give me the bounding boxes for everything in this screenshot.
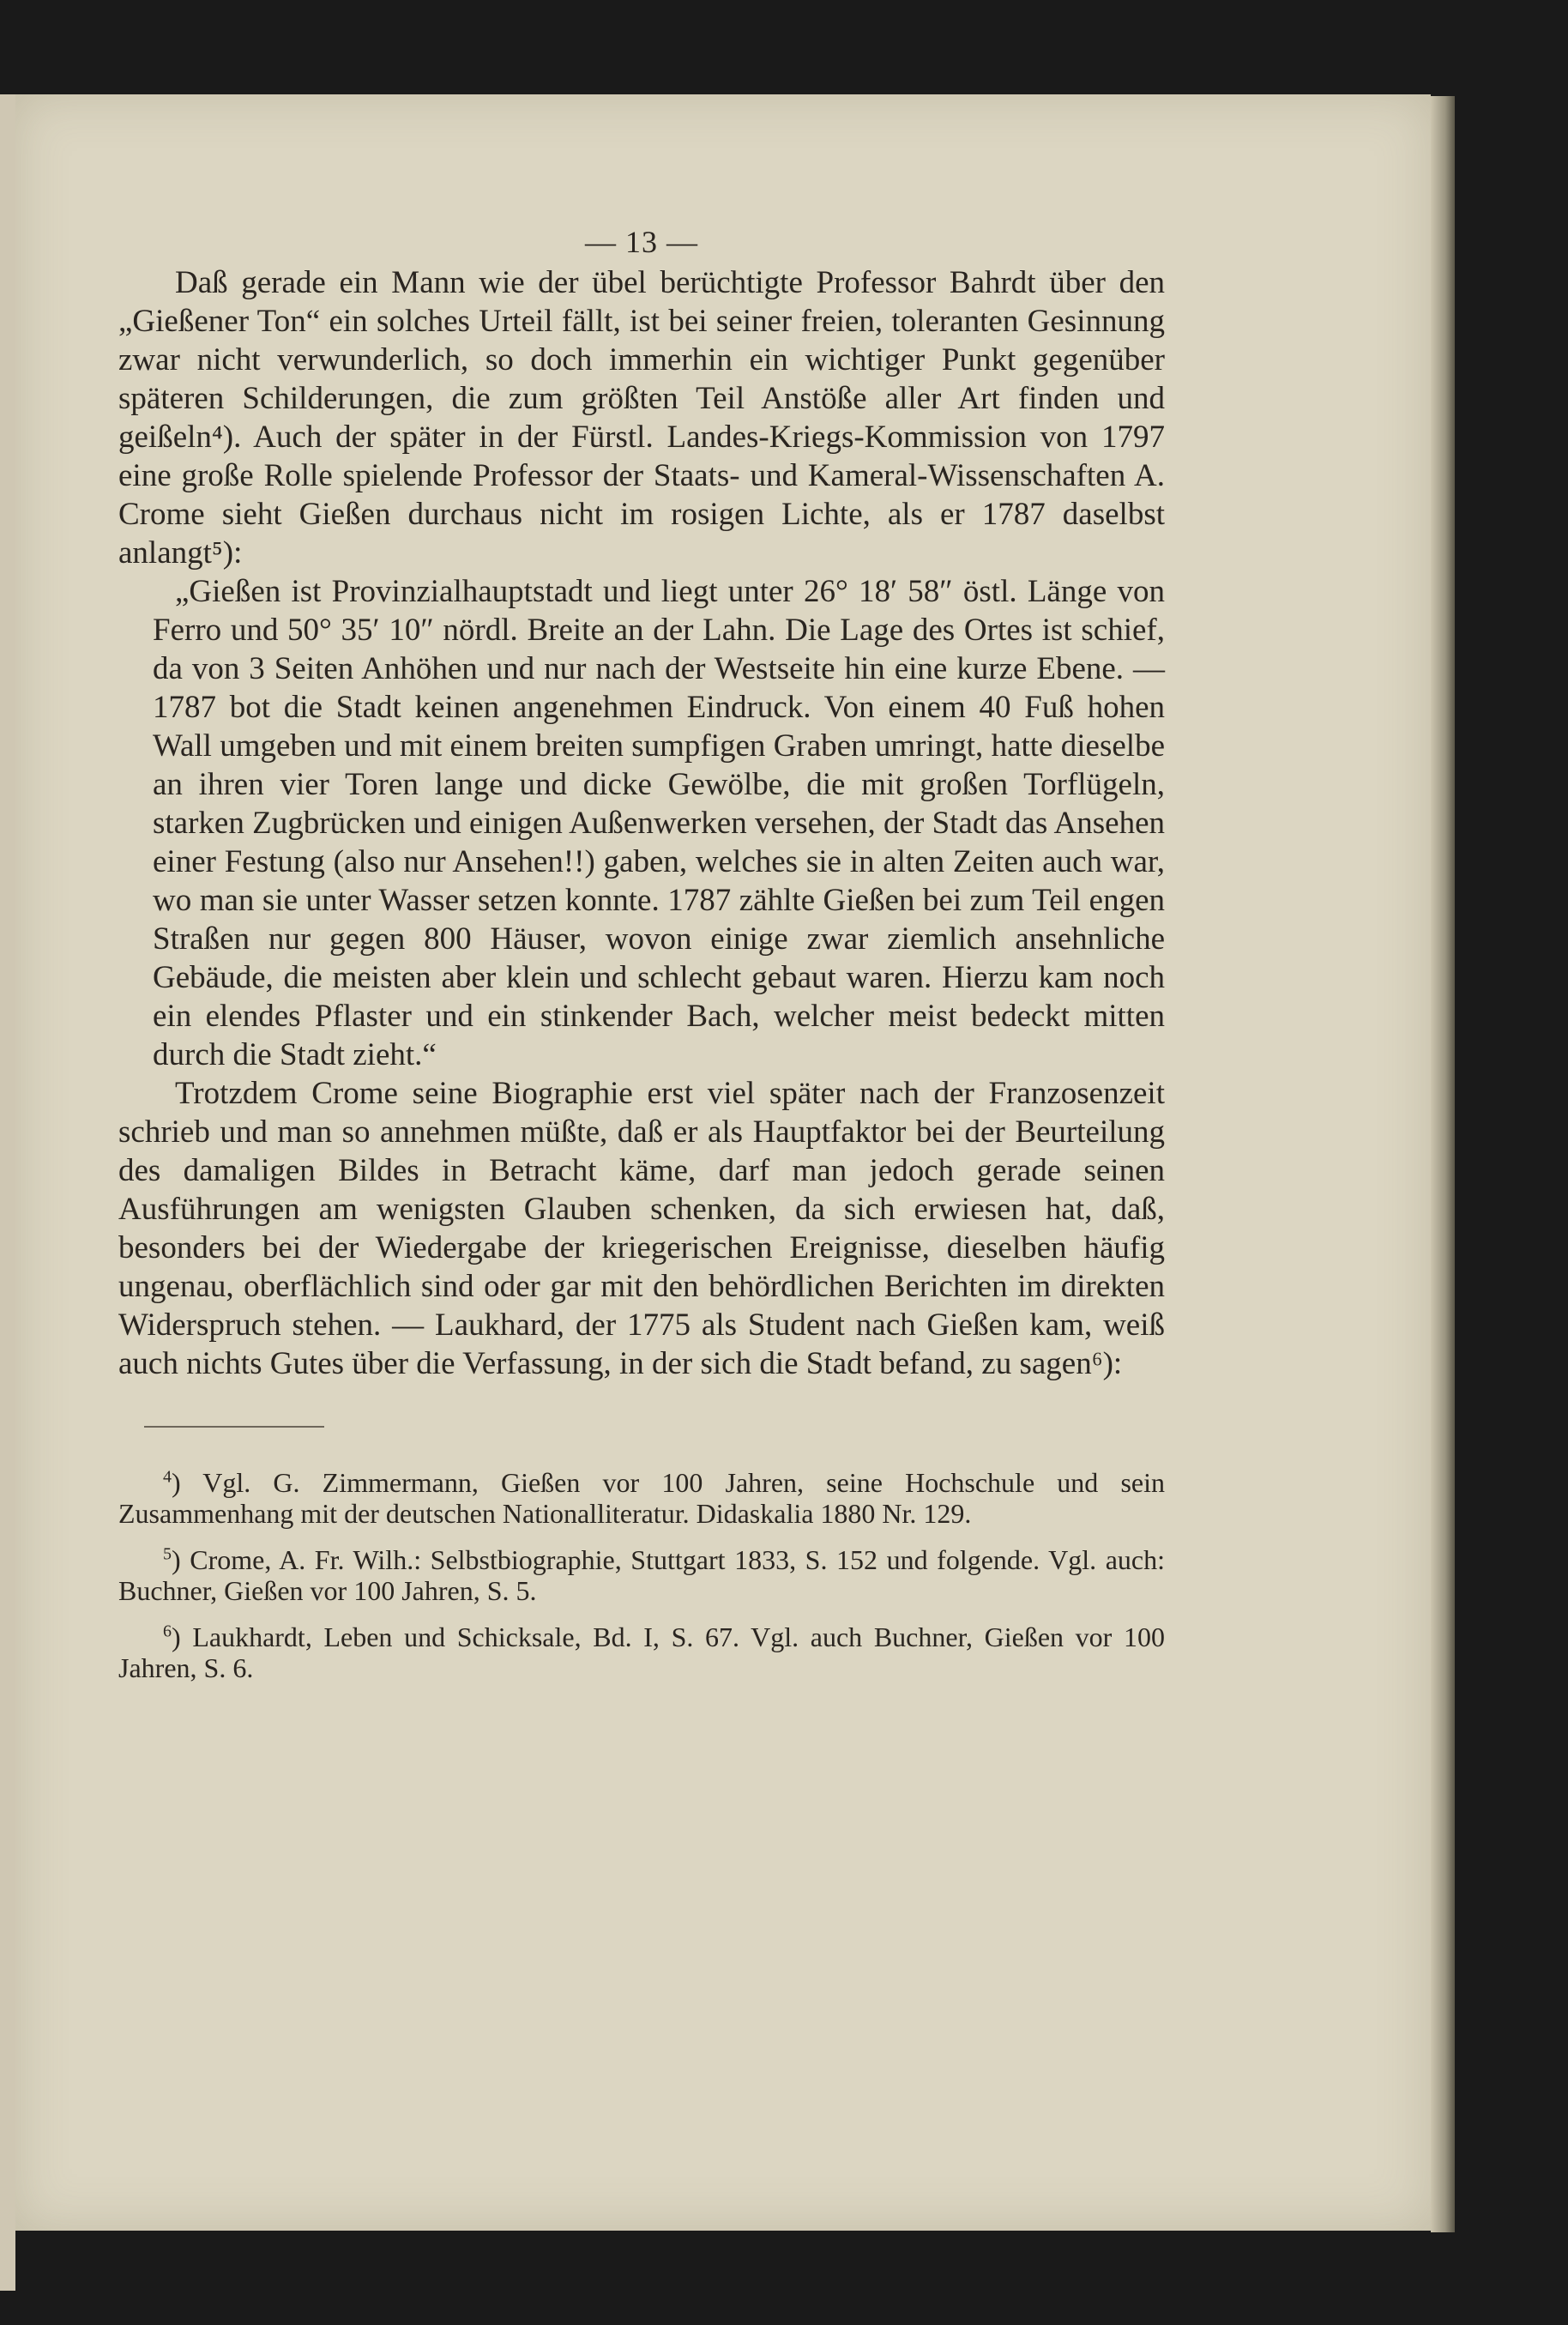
body-paragraph-2: Trotzdem Crome seine Biographie erst viel später nach der Franzosenzeit schrieb und man so annehmen müßte, daß er als Hauptfaktor bei der Beurteilung des damaligen Bildes in Betracht käme, darf man jedoch gerade seinen Ausführungen am wenigsten Glauben schenken, da sich erwiesen hat, daß, besonders bei der Wiedergabe der kriegerischen Ereignisse, dieselben häufig ungenau, oberflächlich sind oder gar mit den behördlichen Berichten im direkten Widerspruch stehen. — Laukhard, der 1775 als Student nach Gießen kam, weiß auch nichts Gutes über die Verfassung, in der sich die Stadt befand, zu sagen⁶):	[118, 1076, 1165, 1381]
footnote-text: ) Vgl. G. Zimmermann, Gießen vor 100 Jahren, seine Hochschule und sein Zusammenhang mit der deutschen Nationalliteratur. Didaskalia 1880 Nr. 129.	[118, 1467, 1165, 1529]
crome-quote: „Gießen ist Provinzialhauptstadt und liegt unter 26° 18′ 58″ östl. Länge von Ferro und 50° 35′ 10″ nördl. Breite an der Lahn. Die Lage des Ortes ist schief, da von 3 Seiten Anhöhen und nur nach der Westseite hin eine kurze Ebene. — 1787 bot die Stadt keinen angenehmen Eindruck. Von einem 40 Fuß hohen Wall umgeben und mit einem breiten sumpfigen Graben umringt, hatte dieselbe an ihren vier Toren lange und dicke Gewölbe, die mit großen Torflügeln, starken Zugbrücken und einigen Außenwerken versehen, der Stadt das Ansehen einer Festung (also nur Ansehen!!) gaben, welches sie in alten Zeiten auch war, wo man sie unter Wasser setzen konnte. 1787 zählte Gießen bei zum Teil engen Straßen nur gegen 800 Häuser, wovon einige zwar ziemlich ansehnliche Gebäude, die meisten aber klein und schlecht gebaut waren. Hierzu kam noch ein elendes Pflaster und ein stinkender Bach, welcher meist bedeckt mitten durch die Stadt zieht.“	[153, 574, 1165, 1072]
footnote-4	[118, 1467, 1165, 1529]
page-number: — 13 —	[585, 225, 698, 259]
footnote-text: ) Laukhardt, Leben und Schicksale, Bd. I, S. 67. Vgl. auch Buchner, Gießen vor 100 Jahren, S. 6.	[118, 1621, 1165, 1683]
footnote-mark: 6	[163, 1621, 172, 1641]
page-edge-shadow	[1431, 96, 1455, 2232]
footnote-5	[118, 1544, 1165, 1606]
facing-page-edge	[0, 94, 15, 2291]
book-page	[15, 94, 1431, 2231]
footnote-text: ) Crome, A. Fr. Wilh.: Selbstbiographie, Stuttgart 1833, S. 152 und folgende. Vgl. auch: Buchner, Gießen vor 100 Jahren, S. 5.	[118, 1544, 1165, 1606]
footnote-mark: 5	[163, 1544, 172, 1564]
footnote-separator	[144, 1426, 324, 1428]
page-text	[118, 223, 1165, 1683]
body-paragraph-1: Daß gerade ein Mann wie der übel berüchtigte Professor Bahrdt über den „Gießener Ton“ ein solches Urteil fällt, ist bei seiner freien, toleranten Gesinnung zwar nicht verwunderlich, so doch immerhin ein wichtiger Punkt gegenüber späteren Schilderungen, die zum größten Teil Anstöße aller Art finden und geißeln⁴). Auch der später in der Fürstl. Landes-Kriegs-Kommission von 1797 eine große Rolle spielende Professor der Staats- und Kameral-Wissenschaften A. Crome sieht Gießen durchaus nicht im rosigen Lichte, als er 1787 daselbst anlangt⁵):	[118, 265, 1165, 571]
footnote-mark: 4	[163, 1467, 172, 1487]
footnote-6	[118, 1621, 1165, 1683]
